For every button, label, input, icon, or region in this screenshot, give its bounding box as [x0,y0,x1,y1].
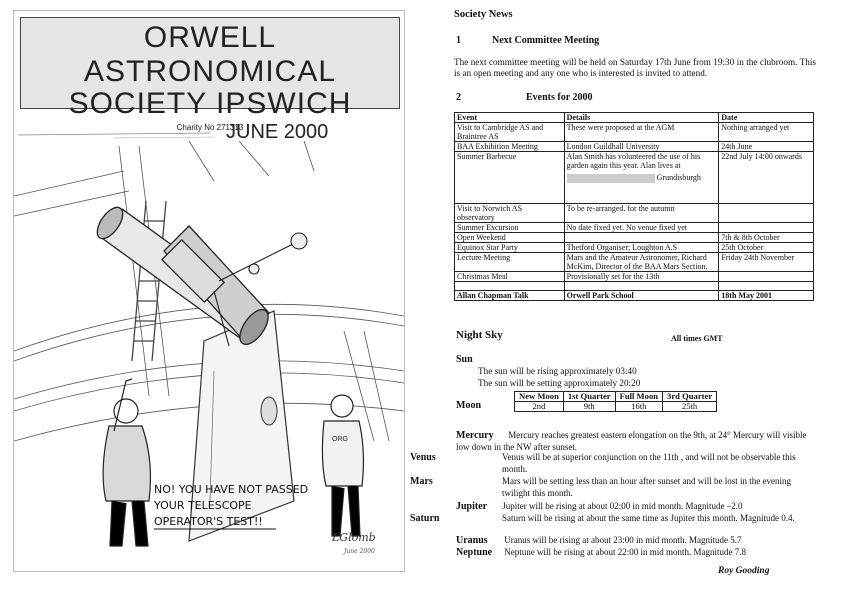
barbecue-place: Grundisburgh [656,173,701,182]
planet-entry [410,476,818,498]
event-date: Friday 24th November [719,253,814,272]
planet-entry [456,430,816,452]
event-name: Visit to Norwich AS observatory [455,204,565,223]
event-date: 7th & 8th October [719,233,814,243]
moon-phase-full: Full Moon [615,392,662,402]
event-date: 18th May 2001 [719,291,814,301]
planet-entry [456,547,816,559]
redacted-address [567,174,655,183]
artist-date: June 2000 [344,548,375,555]
event-date [719,223,814,233]
instructor-figure [322,395,363,536]
planet-name: Venus [410,452,436,463]
section2-title: Events for 2000 [526,92,593,103]
moon-phase-third: 3rd Quarter [663,392,717,402]
table-row [455,291,814,301]
moon-header-row [515,392,717,402]
planet-text: Venus will be at superior conjunction on the 11th , and will not be observable this month. [502,452,796,474]
section1-number: 1 [456,35,461,46]
sun-label: Sun [456,354,473,365]
barbecue-details: Alan Smith has volunteered the use of his garden again this year. Alan lives at [566,152,701,170]
cartoon-caption-3: OPERATOR'S TEST!! [154,515,263,528]
events-table [454,112,814,301]
table-row [455,253,814,272]
event-name: BAA Exhibition Meeting [455,142,565,152]
table-row [455,233,814,243]
planet-name: Uranus [456,535,488,546]
masthead-title-line1: ORWELL ASTRONOMICAL [83,21,337,88]
event-name [455,282,565,291]
table-row [455,152,814,204]
masthead-title-line2: SOCIETY IPSWICH [68,87,352,120]
event-date: Nothing arranged yet [719,123,814,142]
planet-text: Uranus will be rising at about 23:00 in mid month. Magnitude 5.7 [504,535,742,545]
table-row [455,272,814,282]
section1-title: Next Committee Meeting [492,35,600,46]
event-details [564,282,719,291]
telescope-tube [92,203,273,349]
section2-number: 2 [456,92,461,103]
cartoon-caption-2: YOUR TELESCOPE [154,499,252,512]
events-col-event: Event [455,113,565,123]
planet-text: Neptune will be rising at about 22:00 in mid month. Magnitude 7.8 [504,547,746,557]
moon-phases-table [514,391,717,412]
sun-set-text: The sun will be setting approximately 20:20 [478,378,641,388]
moon-date-first: 9th [563,402,615,412]
newsletter-page [410,0,824,595]
event-name: Summer Excursion [455,223,565,233]
event-details: Provisionally set for the 13th [564,272,719,282]
moon-date-full: 16th [615,402,662,412]
planet-entry [456,535,816,547]
night-sky-heading: Night Sky [456,329,503,341]
astronomer-figure [103,379,150,546]
event-details [564,152,719,204]
committee-meeting-text: The next committee meeting will be held on Saturday 17th June from 19:30 in the clubroom. This is an open meeting and any one who is interested is invited to attend. [454,57,816,78]
pier-hatch [261,397,277,425]
event-date: 22nd July 14:00 onwards [719,152,814,204]
event-details: Thetford Organiser; Loughton A.S [564,243,719,253]
table-row [455,142,814,152]
planet-name: Saturn [410,513,440,524]
table-row [455,123,814,142]
newsletter-cover [13,10,405,572]
events-header-row [455,113,814,123]
event-details: Mars and the Amateur Astronomer, Richard McKim, Director of the BAA Mars Section. [564,253,719,272]
event-details: No date fixed yet. No venue fixed yet [564,223,719,233]
planet-name: Neptune [456,547,493,558]
event-name: Christmas Meal [455,272,565,282]
cartoon-caption-1: NO! YOU HAVE NOT PASSED [154,483,309,496]
event-name: Equinox Star Party [455,243,565,253]
shirt-lettering: ORG [332,436,348,443]
table-row [455,243,814,253]
planet-name: Mars [410,476,433,487]
moon-date-new: 2nd [515,402,564,412]
event-details: To be re-arranged. for the autumn [564,204,719,223]
event-date [719,282,814,291]
event-details [564,233,719,243]
issue-rule [14,123,404,143]
event-name: Visit to Cambridge AS and Braintree AS [455,123,565,142]
event-date: 24th June [719,142,814,152]
charity-number: Charity No 271313 [176,123,244,132]
issue-date: JUNE 2000 [226,121,329,143]
telescope-cartoon [14,141,404,571]
artist-signature: LGlomb [332,531,376,544]
event-name: Allan Chapman Talk [455,291,565,301]
events-col-date: Date [719,113,814,123]
author-signature: Roy Gooding [718,566,770,576]
planet-entry [410,452,818,474]
moon-phase-new: New Moon [515,392,564,402]
event-details: These were proposed at the AGM [564,123,719,142]
planet-entry [410,513,818,525]
sun-rise-text: The sun will be rising approximately 03:40 [478,366,637,376]
planet-text: Saturn will be rising at about the same time as Jupiter this month. Magnitude 0.4. [502,513,795,523]
table-row [455,282,814,291]
planet-text: Mercury reaches greatest eastern elongation on the 9th, at 24° Mercury will visible low down in the NW after sunset. [456,430,807,452]
table-row [455,223,814,233]
event-name: Summer Barbecue [455,152,565,204]
table-row [455,204,814,223]
times-note: All times GMT [671,334,723,343]
event-date [719,204,814,223]
moon-values-row [515,402,717,412]
planet-entry [456,501,816,513]
moon-label: Moon [456,400,481,411]
event-date: 25th October [719,243,814,253]
event-date [719,272,814,282]
events-col-details: Details [564,113,719,123]
event-details: London Guildhall University [564,142,719,152]
event-name: Open Weekend [455,233,565,243]
planet-text: Mars will be setting less than an hour after sunset and will be lost in the evening twilight this month. [502,476,791,498]
planet-text: Jupiter will be rising at about 02:00 in mid month. Magnitude –2.0 [502,501,743,511]
moon-date-third: 25th [663,402,717,412]
event-name: Lecture Meeting [455,253,565,272]
moon-phase-first: 1st Quarter [563,392,615,402]
society-news-heading: Society News [454,9,513,20]
planet-name: Jupiter [456,501,488,512]
planet-name: Mercury [456,430,494,441]
event-details: Orwell Park School [564,291,719,301]
